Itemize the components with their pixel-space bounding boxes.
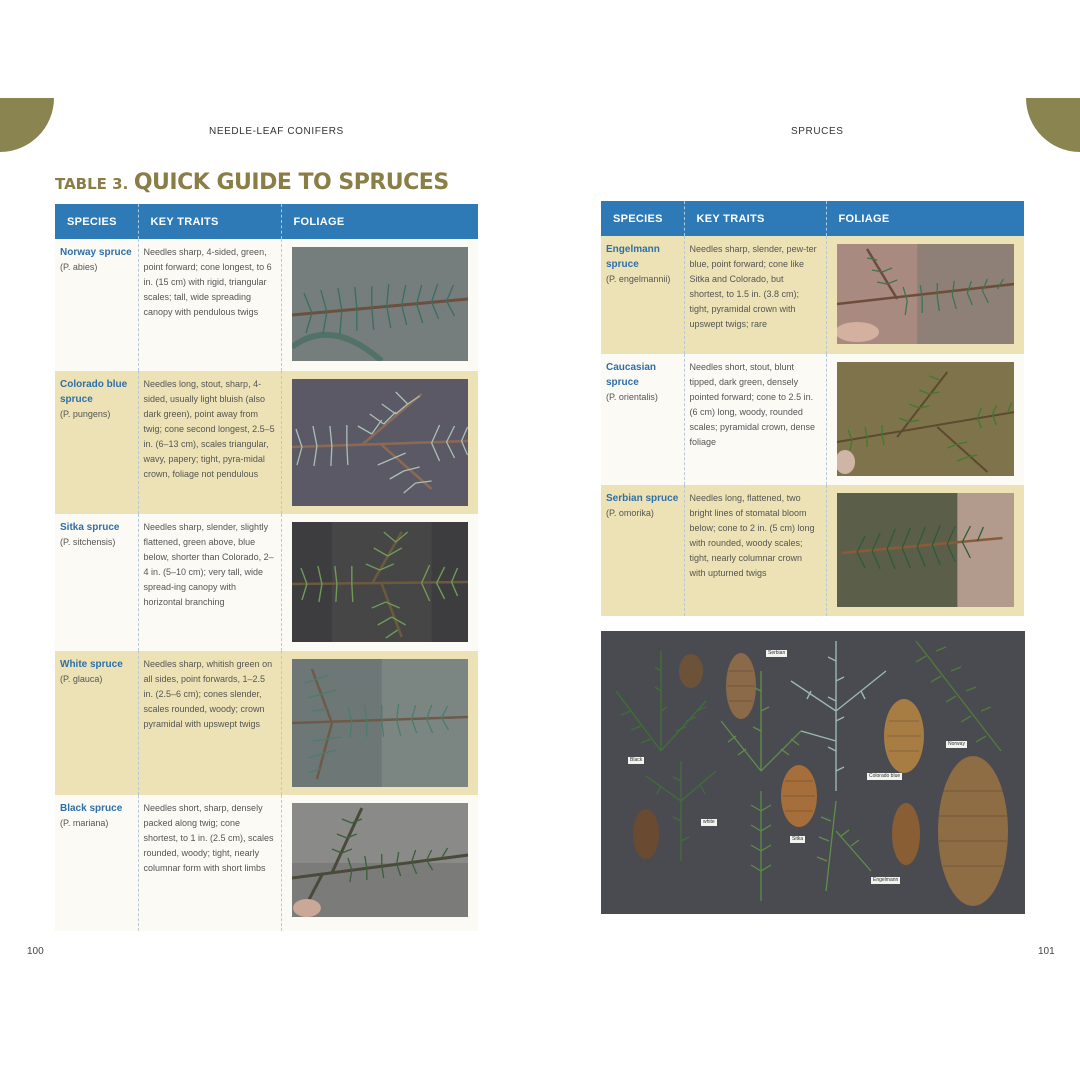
key-traits: Needles sharp, slender, slightly flattened, green above, blue below, shorter than Colorado, 2–4 in. (5–10 cm); very tall, wide spread-ing canopy with horizontal branching — [138, 514, 281, 651]
specimen-label-sitka: Sitka — [792, 836, 804, 842]
spruce-guide-table-left — [55, 204, 478, 931]
caucasian-spruce-foliage-photo — [837, 362, 1015, 476]
key-traits: Needles sharp, whitish green on all sides, point forwards, 1–2.5 in. (2.5–6 cm); cones slender, scales rounded, woody; crown pyramidal with upswept twigs — [138, 651, 281, 795]
page-tab-left — [0, 98, 54, 152]
key-traits: Needles long, flattened, two bright lines of stomatal bloom below; cone to 2 in. (5 cm) long with rounded, woody scales; tight, nearly columnar crown with upturned twigs — [684, 485, 826, 616]
key-traits: Needles short, stout, blunt tipped, dark green, densely pointed forward; cone to 2.5 in. (6 cm) long, woody, rounded scales; pyramidal crown, dense foliage — [684, 354, 826, 485]
table-title — [55, 170, 449, 195]
specimen-label-norway: Norway — [948, 741, 965, 747]
page-tab-right — [1026, 98, 1080, 152]
species-name: Colorado blue spruce — [60, 379, 128, 405]
specimen-label-colorado-blue: Colorado blue — [869, 773, 901, 779]
species-name: Serbian spruce — [606, 493, 679, 504]
table-row — [55, 239, 478, 371]
species-latin-name: (P. abies) — [60, 262, 98, 272]
species-latin-name: (P. sitchensis) — [60, 537, 116, 547]
engelmann-spruce-foliage-photo — [837, 244, 1015, 344]
running-head-left: NEEDLE-LEAF CONIFERS — [209, 126, 344, 137]
table-row — [55, 371, 478, 514]
colorado-blue-spruce-foliage-photo — [292, 379, 469, 506]
table-row — [55, 795, 478, 931]
specimen-label-white: white — [703, 819, 715, 825]
sitka-spruce-foliage-photo — [292, 522, 469, 642]
black-spruce-foliage-photo — [292, 803, 469, 917]
specimen-label-engelmann: Engelmann — [873, 877, 899, 883]
serbian-spruce-foliage-photo — [837, 493, 1015, 607]
specimen-label-black: Black — [630, 757, 643, 763]
norway-spruce-foliage-photo — [292, 247, 469, 361]
species-name: White spruce — [60, 659, 123, 670]
header-species: SPECIES — [55, 204, 138, 239]
species-latin-name: (P. mariana) — [60, 818, 109, 828]
key-traits: Needles short, sharp, densely packed along twig; cone shortest, to 1 in. (2.5 cm), scales rounded, woody; tight, nearly columnar form with short limbs — [138, 795, 281, 931]
species-latin-name: (P. glauca) — [60, 674, 103, 684]
white-spruce-foliage-photo — [292, 659, 469, 787]
table-row — [55, 514, 478, 651]
spruce-specimen-collage-photo — [601, 631, 1025, 914]
species-name: Sitka spruce — [60, 522, 120, 533]
running-head-right: SPRUCES — [791, 126, 844, 137]
key-traits: Needles long, stout, sharp, 4-sided, usually light bluish (also dark green), point away from twig; cone second longest, 2.5–5 in. (6–13 cm), scales triangular, wavy, papery; tight, pyra-midal crown, foliage not pendulous — [138, 371, 281, 514]
species-latin-name: (P. omorika) — [606, 508, 654, 518]
key-traits: Needles sharp, slender, pew-ter blue, point forward; cone like Sitka and Colorado, but shortest, to 1.5 in. (3.8 cm); tight, pyramidal crown with upswept twigs; rare — [684, 236, 826, 354]
table-title-main: QUICK GUIDE TO SPRUCES — [133, 170, 449, 195]
table-row — [601, 236, 1024, 354]
header-foliage: FOLIAGE — [281, 204, 478, 239]
header-foliage: FOLIAGE — [826, 201, 1024, 236]
table-row — [55, 651, 478, 795]
species-name: Black spruce — [60, 803, 123, 814]
spruce-guide-table-right — [601, 201, 1024, 616]
key-traits: Needles sharp, 4-sided, green, point forward; cone longest, to 6 in. (15 cm) with rigid, triangular scales; tall, wide spreading canopy with pendulous twigs — [138, 239, 281, 371]
table-row — [601, 354, 1024, 485]
species-name: Norway spruce — [60, 247, 132, 258]
species-name: Engelmann spruce — [606, 244, 660, 270]
species-latin-name: (P. engelmannii) — [606, 274, 671, 284]
species-latin-name: (P. pungens) — [60, 409, 111, 419]
page-number-right: 101 — [1038, 946, 1055, 957]
page-number-left: 100 — [27, 946, 44, 957]
header-key-traits: KEY TRAITS — [684, 201, 826, 236]
header-key-traits: KEY TRAITS — [138, 204, 281, 239]
species-name: Caucasian spruce — [606, 362, 657, 388]
specimen-label-serbian: Serbian — [768, 650, 786, 656]
header-species: SPECIES — [601, 201, 684, 236]
table-title-prefix: TABLE 3. — [55, 175, 129, 193]
table-row — [601, 485, 1024, 616]
species-latin-name: (P. orientalis) — [606, 392, 658, 402]
